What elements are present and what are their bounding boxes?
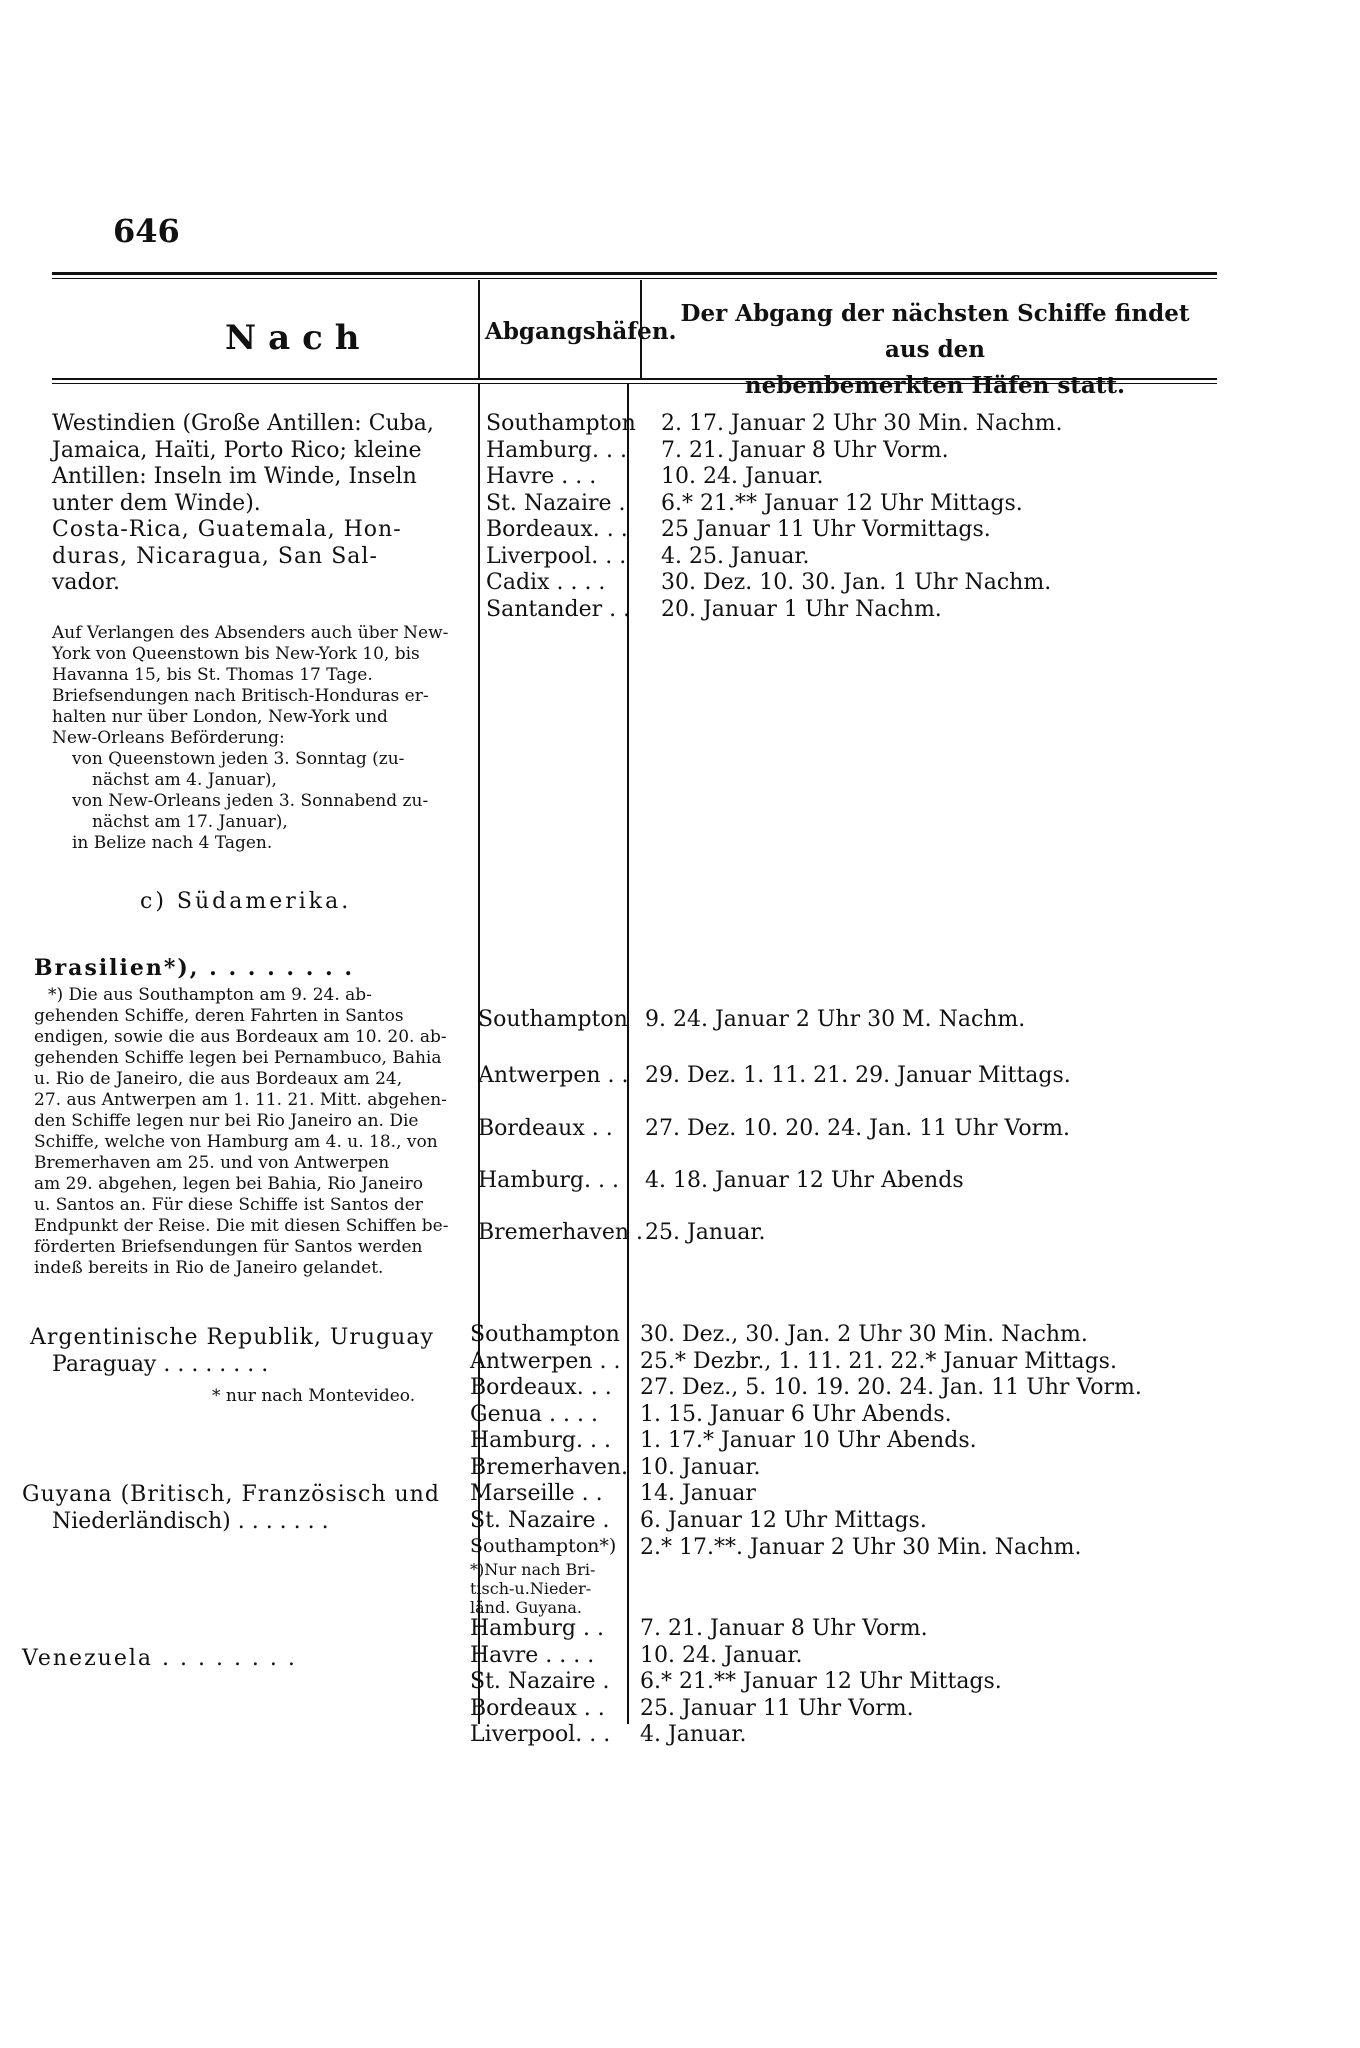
venezuela-departures (640, 1616, 1002, 1749)
costarica-line3: vador. (52, 570, 120, 595)
departure: 14. Januar (640, 1481, 756, 1506)
note-line: u. Rio de Janeiro, die aus Bordeaux am 24, (34, 1069, 403, 1089)
westindien-ports (486, 411, 636, 623)
westindien-line4: unter dem Winde). (52, 490, 261, 516)
westindien-departures (661, 411, 1063, 623)
departure: 1. 17.* Januar 10 Uhr Abends. (640, 1428, 977, 1453)
note-line: von New-Orleans jeden 3. Sonnabend zu- (72, 791, 429, 811)
brasilien-departure: 25. Januar. (645, 1220, 766, 1245)
port: Bordeaux. . . (486, 517, 628, 542)
port: Southampton (486, 411, 636, 436)
port: Liverpool. . . (470, 1722, 611, 1747)
header-col-divider-1 (478, 280, 480, 378)
brasilien-departure: 9. 24. Januar 2 Uhr 30 M. Nachm. (645, 1007, 1026, 1032)
port: Cadix . . . . (486, 570, 606, 595)
note-line: gehenden Schiffe, deren Fahrten in Santos (34, 1006, 404, 1026)
departure: 25.* Dezbr., 1. 11. 21. 22.* Januar Mittags. (640, 1348, 1117, 1374)
note-line: *) Die aus Southampton am 9. 24. ab- (48, 985, 372, 1005)
note-line: *)Nur nach Bri- (470, 1560, 596, 1579)
departure: 6.* 21.** Januar 12 Uhr Mittags. (661, 490, 1023, 516)
departure: 25. Januar 11 Uhr Vorm. (640, 1695, 914, 1721)
guyana-line2: Niederländisch) . . . . . . . (52, 1509, 329, 1534)
costarica-line2: duras, Nicaragua, San Sal- (52, 543, 378, 569)
note-line: York von Queenstown bis New-York 10, bis (52, 644, 420, 664)
note-line: förderten Briefsendungen für Santos werden (34, 1237, 423, 1257)
note-line: nächst am 4. Januar), (92, 770, 277, 790)
westindien-destination (52, 411, 462, 597)
departure: 2. 17. Januar 2 Uhr 30 Min. Nachm. (661, 411, 1063, 436)
note-line: halten nur über London, New-York und (52, 707, 388, 727)
group-departures (640, 1322, 1142, 1534)
brasilien-port: Hamburg. . . (478, 1168, 619, 1193)
departure: 25 Januar 11 Uhr Vormittags. (661, 517, 991, 542)
brasilien-port: Antwerpen . . (478, 1063, 629, 1088)
port: Bordeaux . . (470, 1695, 605, 1721)
note-line: von Queenstown jeden 3. Sonntag (zu- (72, 749, 405, 769)
port: Hamburg . . (470, 1616, 604, 1641)
header-departure-line1: Der Abgang der nächsten Schiffe findet aus den (680, 300, 1190, 363)
note-line: nächst am 17. Januar), (92, 812, 288, 832)
note-line: den Schiffe legen nur bei Rio Janeiro an. Die (34, 1111, 419, 1131)
port: Liverpool. . . (486, 543, 627, 569)
top-rule-thin (52, 278, 1217, 279)
note-line: Bremerhaven am 25. und von Antwerpen (34, 1153, 390, 1173)
port: Havre . . . (486, 464, 597, 489)
guyana-departure: 2.* 17.**. Januar 2 Uhr 30 Min. Nachm. (640, 1535, 1082, 1560)
westindien-line1: Westindien (Große Antillen: Cuba, (52, 411, 434, 436)
brasilien-departure: 29. Dez. 1. 11. 21. 29. Januar Mittags. (645, 1063, 1071, 1088)
port: Antwerpen . . (470, 1348, 621, 1374)
port: St. Nazaire . (470, 1507, 610, 1533)
header-ports: Abgangshäfen. (485, 318, 677, 345)
note-line: Endpunkt der Reise. Die mit diesen Schiffen be- (34, 1216, 449, 1236)
port: St. Nazaire . (470, 1669, 610, 1694)
brasilien-port: Bremerhaven . (478, 1220, 643, 1245)
port: Hamburg. . . (470, 1428, 611, 1453)
port: Bordeaux. . . (470, 1375, 612, 1400)
guyana-port: Southampton*) (470, 1535, 617, 1557)
note-line: u. Santos an. Für diese Schiffe ist Santos der (34, 1195, 423, 1215)
departure: 6. Januar 12 Uhr Mittags. (640, 1507, 927, 1533)
port: Genua . . . . (470, 1401, 598, 1427)
argentinien-line2: Paraguay . . . . . . . . (52, 1352, 269, 1377)
note-line: 27. aus Antwerpen am 1. 11. 21. Mitt. abgehen- (34, 1090, 447, 1110)
note-line: indeß bereits in Rio de Janeiro gelandet. (34, 1258, 384, 1278)
note-line: am 29. abgehen, legen bei Bahia, Rio Janeiro (34, 1174, 423, 1194)
venezuela-ports (470, 1616, 610, 1749)
departure: 30. Dez., 30. Jan. 2 Uhr 30 Min. Nachm. (640, 1322, 1088, 1347)
header-departure (655, 296, 1215, 404)
brasilien-port: Bordeaux . . (478, 1116, 613, 1141)
brasilien-departure: 27. Dez. 10. 20. 24. Jan. 11 Uhr Vorm. (645, 1116, 1070, 1141)
note-line: New-Orleans Beförderung: (52, 728, 285, 748)
brasilien-port: Southampton (478, 1007, 628, 1032)
brasilien-destination: Brasilien*), . . . . . . . . (34, 955, 355, 981)
port: Marseille . . (470, 1481, 603, 1506)
port: Hamburg. . . (486, 437, 627, 463)
costarica-line1: Costa-Rica, Guatemala, Hon- (52, 517, 402, 542)
port: St. Nazaire . (486, 490, 626, 516)
departure: 20. Januar 1 Uhr Nachm. (661, 596, 942, 622)
note-line: endigen, sowie die aus Bordeaux am 10. 20. ab- (34, 1027, 447, 1047)
port: Havre . . . . (470, 1642, 595, 1668)
departure: 7. 21. Januar 8 Uhr Vorm. (661, 437, 949, 463)
departure: 4. Januar. (640, 1722, 747, 1747)
note-line: Schiffe, welche von Hamburg am 4. u. 18., von (34, 1132, 438, 1152)
westindien-line3: Antillen: Inseln im Winde, Inseln (52, 464, 417, 489)
departure: 1. 15. Januar 6 Uhr Abends. (640, 1401, 952, 1427)
westindien-line2: Jamaica, Haïti, Porto Rico; kleine (52, 437, 422, 463)
guyana-line1: Guyana (Britisch, Französisch und (22, 1482, 440, 1507)
departure: 27. Dez., 5. 10. 19. 20. 24. Jan. 11 Uhr Vorm. (640, 1375, 1142, 1400)
departure: 10. 24. Januar. (640, 1642, 803, 1668)
note-line: gehenden Schiffe legen bei Pernambuco, Bahia (34, 1048, 442, 1068)
port: Santander . . (486, 596, 631, 622)
argentinien-note: * nur nach Montevideo. (212, 1386, 416, 1406)
venezuela-destination: Venezuela . . . . . . . . (22, 1646, 297, 1671)
departure: 4. 25. Januar. (661, 543, 810, 569)
westindien-note (52, 623, 462, 854)
note-line: Havanna 15, bis St. Thomas 17 Tage. (52, 665, 373, 685)
note-line: tisch-u.Nieder- (470, 1579, 592, 1598)
group-ports (470, 1322, 628, 1534)
departure: 6.* 21.** Januar 12 Uhr Mittags. (640, 1669, 1002, 1694)
note-line: länd. Guyana. (470, 1598, 582, 1617)
port: Southampton (470, 1322, 620, 1347)
departure: 10. 24. Januar. (661, 464, 824, 489)
argentinien-line1: Argentinische Republik, Uruguay (30, 1325, 434, 1350)
header-departure-line2: nebenbemerkten Häfen statt. (744, 372, 1126, 399)
port: Bremerhaven. (470, 1454, 628, 1480)
note-line: Briefsendungen nach Britisch-Honduras er- (52, 686, 429, 706)
page-number: 646 (113, 212, 180, 250)
brasilien-departure: 4. 18. Januar 12 Uhr Abends (645, 1168, 964, 1193)
departure: 7. 21. Januar 8 Uhr Vorm. (640, 1616, 928, 1641)
top-rule-thick (52, 272, 1217, 275)
brasilien-note (34, 985, 454, 1279)
departure: 30. Dez. 10. 30. Jan. 1 Uhr Nachm. (661, 570, 1052, 595)
note-line: Auf Verlangen des Absenders auch über New- (52, 623, 449, 643)
note-line: in Belize nach 4 Tagen. (72, 833, 273, 853)
guyana-port-note (470, 1560, 620, 1617)
departure: 10. Januar. (640, 1454, 761, 1480)
header-destination: Nach (225, 318, 372, 358)
section-heading-suedamerika: c) Südamerika. (140, 889, 352, 914)
